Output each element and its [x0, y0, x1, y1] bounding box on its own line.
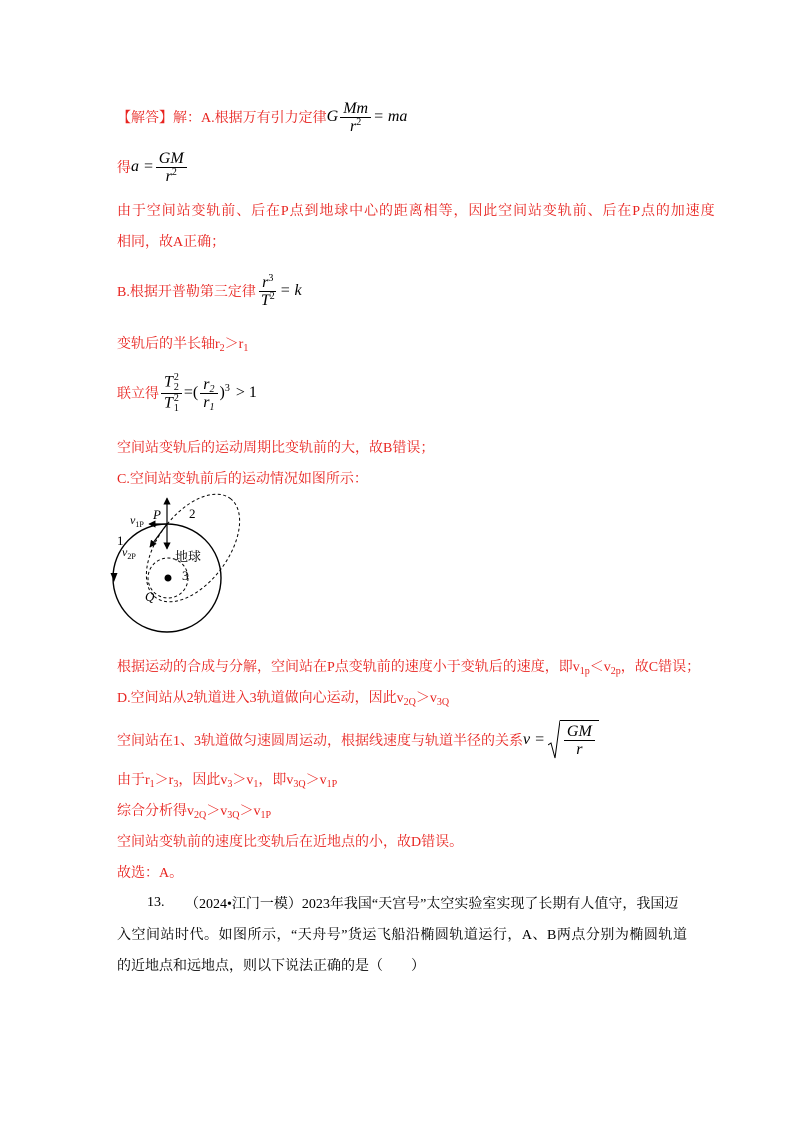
numerator-base: r	[262, 273, 269, 291]
text-run: ＞v	[232, 773, 254, 788]
subscript: 1P	[260, 810, 272, 821]
gravity-constant: G	[326, 108, 339, 125]
acceleration-fraction	[156, 150, 187, 185]
a-reason-text: 由于空间站变轨前、后在P点到地球中心的距离相等，因此空间站变轨前、后在P点的加速度	[117, 204, 716, 219]
subscript: 2Q	[403, 697, 416, 708]
d-intro-line	[117, 677, 449, 717]
speed-formula	[523, 720, 599, 760]
velocity-symbol: v	[122, 545, 128, 559]
fraction-denominator	[161, 394, 182, 414]
a-reason-line-2	[117, 221, 225, 261]
semi-axis-mid: ＞r	[224, 337, 244, 352]
subscript: 1P	[135, 520, 144, 529]
period-symbol: T	[164, 394, 173, 412]
kepler-rhs: = k	[279, 282, 302, 299]
superscript: 2	[173, 392, 179, 404]
q-label: Q	[145, 589, 155, 604]
subscript: 3Q	[293, 779, 306, 790]
subscript: 2	[209, 383, 215, 395]
denominator-base: T	[260, 291, 270, 309]
square-root	[548, 720, 599, 760]
superscript: 2	[173, 371, 179, 383]
subscript: 2	[219, 343, 225, 354]
text-run: ＞v	[239, 804, 261, 819]
denominator-exponent: 2	[269, 290, 275, 302]
numerator-exponent: 3	[268, 272, 274, 284]
period-ratio-fraction	[161, 373, 182, 414]
text-run: ，因此v	[178, 773, 228, 788]
kepler-prefix: B.根据开普勒第三定律	[117, 285, 256, 300]
subscript: 1	[209, 401, 215, 413]
text-run: 综合分析得v	[117, 804, 194, 819]
subscript: 2P	[127, 552, 136, 561]
orbit-2-label: 2	[189, 506, 196, 521]
subscript: 3Q	[227, 810, 240, 821]
kepler-fraction	[258, 274, 278, 309]
fraction-denominator	[163, 168, 180, 185]
subscript: 2	[173, 381, 179, 393]
fraction-denominator	[258, 292, 278, 309]
d-intro-mid: ＞v	[415, 691, 437, 706]
v2p-label	[122, 545, 136, 561]
v1p-label	[130, 513, 144, 529]
acceleration-lhs: a =	[131, 158, 154, 175]
orbit-1-direction-arrow	[111, 573, 118, 582]
text-run: 由于r	[117, 773, 150, 788]
ratio-line	[117, 368, 257, 418]
subscript: 1P	[326, 779, 338, 790]
gravity-rhs: = ma	[373, 108, 408, 125]
period-symbol: T	[164, 373, 173, 391]
radius-symbol: r	[203, 393, 210, 411]
subscript: 3	[173, 779, 179, 790]
denominator-base: r	[165, 167, 172, 185]
text-run: ，即v	[258, 773, 294, 788]
final-choice: 故选：A。	[117, 866, 184, 881]
answer-a-intro: 解：A.根据万有引力定律	[173, 111, 327, 126]
subscript: 1	[173, 402, 179, 414]
fraction-denominator: r	[576, 741, 583, 758]
c-conclusion-mid: ＜v	[589, 660, 611, 675]
sup-sub-stack	[174, 373, 179, 393]
speed-lhs: v =	[523, 731, 545, 748]
radius-text	[117, 769, 337, 789]
speed-text: 空间站在1、3轨道做匀速圆周运动，根据线速度与轨道半径的关系	[117, 734, 523, 749]
p-label: P	[153, 507, 161, 522]
question-number: 13.	[147, 895, 165, 910]
earth-label: 地球	[175, 550, 202, 565]
a-reason-text: 相同，故A正确；	[117, 235, 226, 250]
text-run: ＞v	[305, 773, 327, 788]
question-text: 入空间站时代。如图所示，“天舟号”货运飞船沿椭圆轨道运行，A、B两点分别为椭圆轨道	[117, 928, 688, 943]
sup-sub-stack	[174, 394, 179, 414]
fraction-numerator	[259, 274, 276, 292]
denominator-exponent: 2	[171, 166, 177, 178]
ratio-close	[220, 384, 230, 402]
fraction-numerator: Mm	[340, 100, 371, 118]
subscript: 2Q	[194, 810, 207, 821]
velocity-symbol: v	[130, 513, 136, 527]
radicand	[560, 720, 599, 760]
v2p-arrow	[150, 524, 167, 547]
speed-fraction	[564, 723, 595, 758]
question-line-3	[117, 945, 425, 985]
subscript: 1p	[579, 666, 590, 677]
subscript: 1	[149, 779, 155, 790]
fraction-denominator	[347, 118, 364, 135]
acceleration-line	[117, 147, 189, 187]
acceleration-prefix: 得	[117, 161, 131, 176]
fraction-numerator	[200, 376, 217, 394]
semi-axis-text	[117, 333, 248, 353]
earth-center-dot	[165, 575, 172, 582]
d-conclusion-text: 空间站变轨前的速度比变轨后在近地点的小，故D错误。	[117, 835, 464, 850]
gravity-formula	[327, 100, 408, 135]
kepler-line	[117, 271, 302, 311]
acceleration-formula	[131, 150, 189, 185]
c-intro-text: C.空间站变轨前后的运动情况如图所示：	[117, 472, 368, 487]
gravity-fraction	[340, 100, 371, 135]
orbit-3-label: 3	[182, 568, 189, 583]
text-run: ＞v	[206, 804, 228, 819]
fraction-numerator	[161, 373, 182, 394]
fraction-numerator: GM	[564, 723, 595, 741]
d-intro-text	[117, 687, 449, 707]
ratio-exponent: 3	[224, 383, 230, 394]
fraction-numerator: GM	[156, 150, 187, 168]
text-run: ＞r	[154, 773, 174, 788]
semi-axis-line	[117, 323, 248, 363]
denominator-base: r	[350, 117, 357, 135]
ratio-prefix: 联立得	[117, 387, 159, 402]
answer-header-line	[117, 97, 407, 137]
subscript: 2p	[610, 666, 621, 677]
subscript: 1	[253, 779, 259, 790]
radius-symbol: r	[203, 375, 210, 393]
close-paren: )	[219, 384, 225, 401]
subscript: 1	[243, 343, 249, 354]
question-text: 的近地点和远地点，则以下说法正确的是（ ）	[117, 959, 425, 974]
subscript: 3	[227, 779, 233, 790]
c-conclusion-text	[117, 656, 700, 676]
subscript: 3Q	[436, 697, 450, 708]
summary-text	[117, 800, 271, 820]
semi-axis-lead: 变轨后的半长轴r	[117, 337, 220, 352]
kepler-formula	[256, 274, 302, 309]
radical-sign	[548, 720, 560, 760]
ratio-formula	[159, 373, 257, 414]
orbit-1-label: 1	[117, 533, 124, 548]
b-conclusion-text: 空间站变轨后的运动周期比变轨前的大，故B错误；	[117, 441, 435, 456]
ratio-open: =(	[183, 384, 199, 401]
answer-label: 【解答】	[117, 111, 173, 126]
denominator-exponent: 2	[356, 116, 362, 128]
question-text: （2024•江门一模）2023年我国“天宫号”太空实验室实现了长期有人值守，我国迈	[185, 897, 679, 912]
d-intro-lead: D.空间站从2轨道进入3轨道做向心运动，因此v	[117, 691, 404, 706]
speed-line	[117, 717, 599, 763]
fraction-denominator	[200, 394, 217, 411]
ratio-tail: > 1	[235, 384, 257, 401]
c-conclusion-lead: 根据运动的合成与分解，空间站在P点变轨前的速度小于变轨后的速度，即v	[117, 660, 580, 675]
orbit-diagram	[108, 488, 243, 640]
radius-ratio-fraction	[200, 376, 217, 411]
c-conclusion-tail: ，故C错误；	[620, 660, 701, 675]
